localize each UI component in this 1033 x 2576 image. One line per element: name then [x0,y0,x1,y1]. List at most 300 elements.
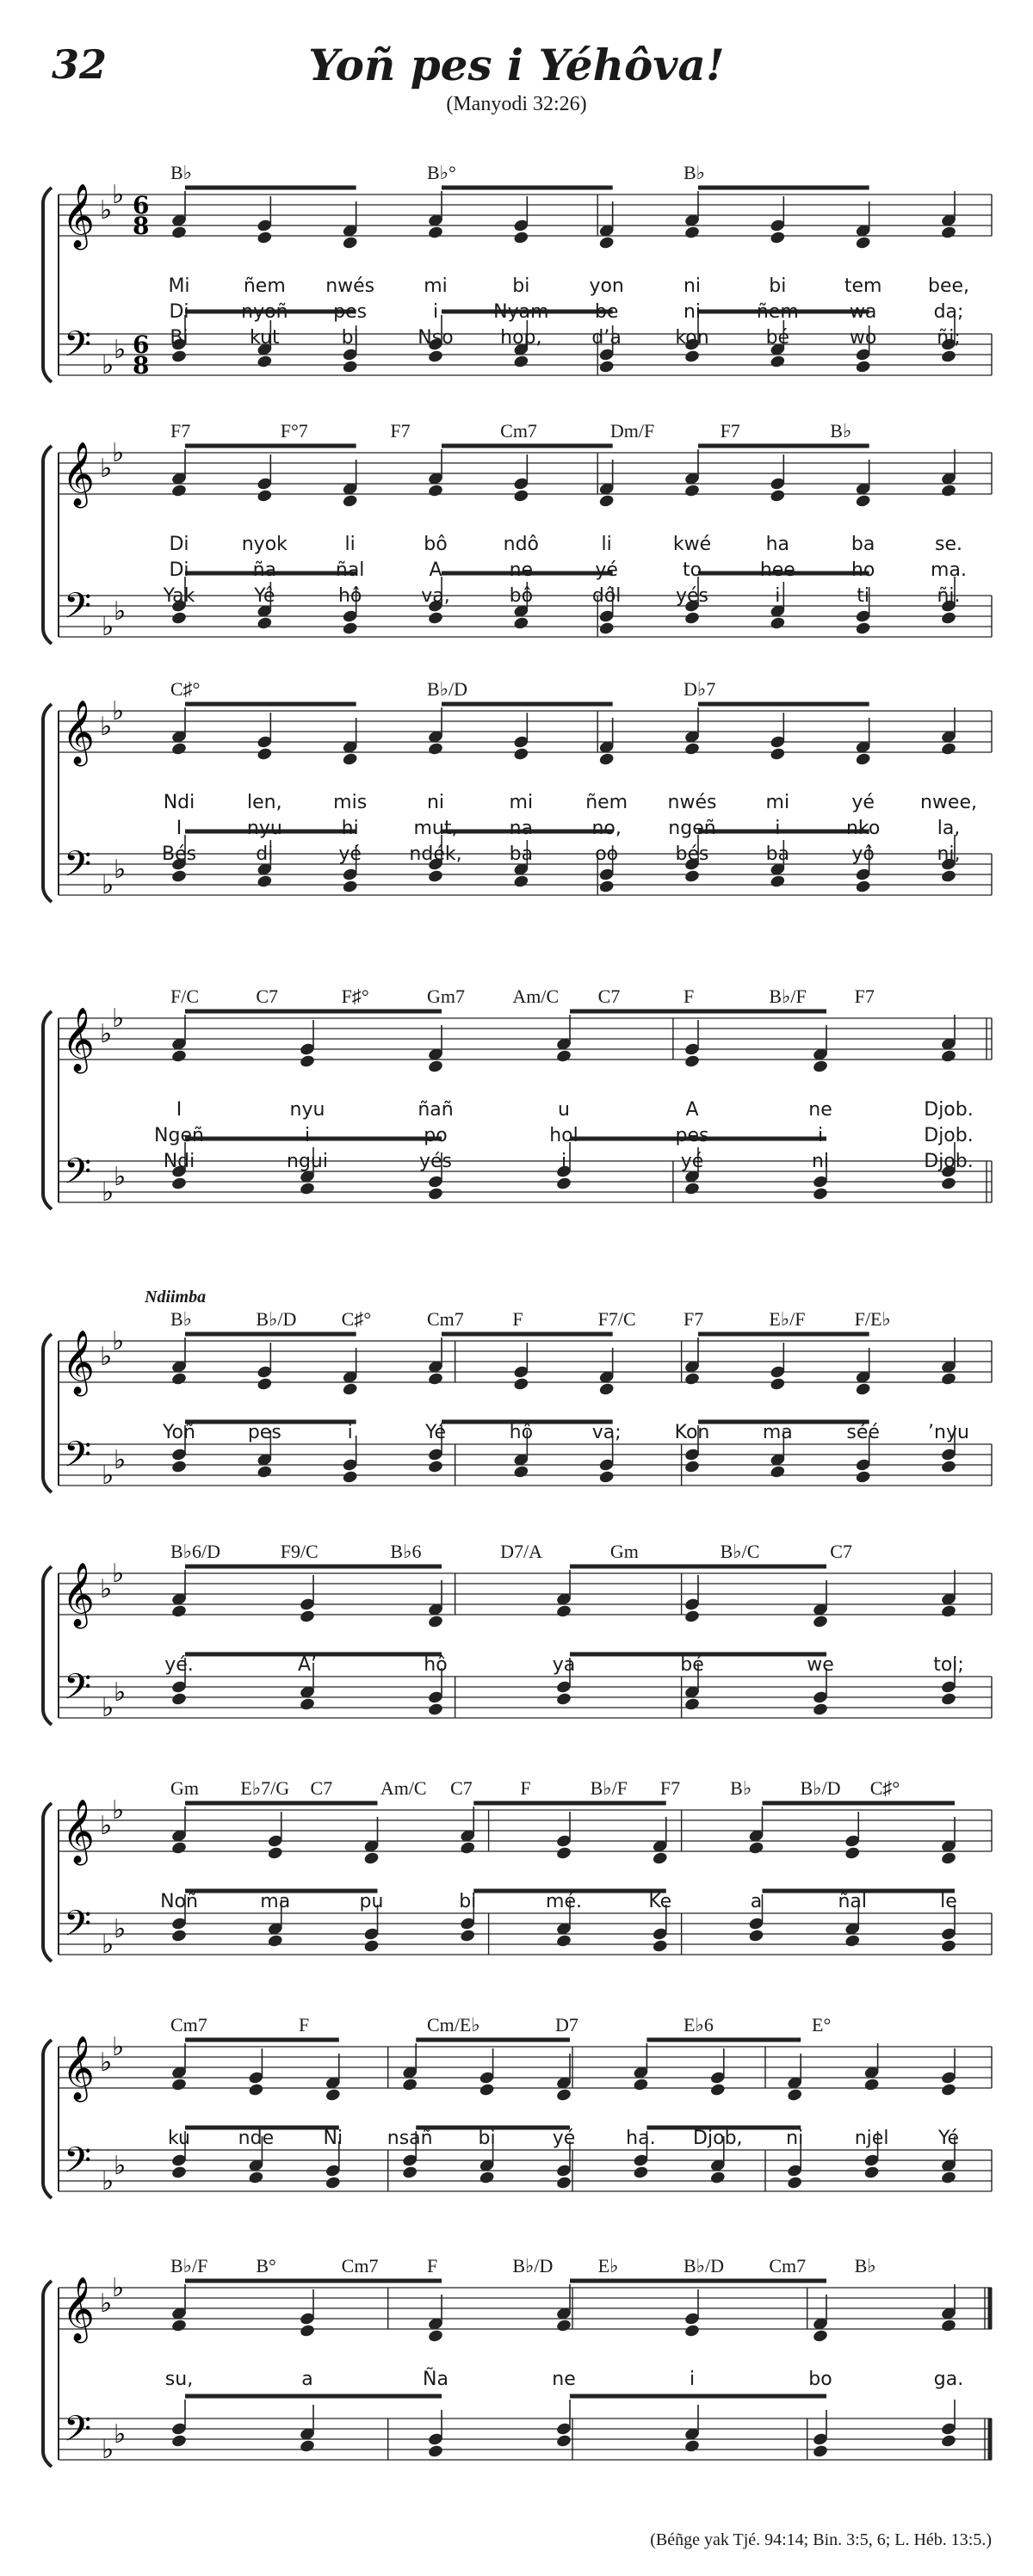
treble-notes [170,1011,956,1073]
chord-symbol: B♭6 [390,1541,422,1562]
lyric-verse-3: ba [509,843,534,865]
lyric-verse-3: hop, [500,327,542,349]
bass-clef-icon: 𝄢 [64,1903,92,1953]
lyric-verse-1: ma [762,1422,793,1443]
note-head [812,2444,828,2459]
lyric-verse-1: ñañ [418,1099,454,1121]
music-system [0,670,1033,954]
lyric-verse-1: pu [359,1891,384,1912]
note-head [940,611,956,626]
note-head [684,484,700,498]
flat-icon: ♭ [102,612,114,642]
lyric-verse-3: Bés [161,843,197,865]
lyric-verse-1: tem [844,275,882,297]
note-head [684,1460,700,1474]
note-head [940,1049,956,1064]
note-head [427,869,443,884]
note-head [940,2171,956,2185]
lyric-verse-1: mi [509,792,534,813]
lyric-verse-3: bés [675,843,709,865]
note-head [940,742,956,757]
flat-icon: ♭ [100,2289,113,2319]
note-head [555,1604,572,1619]
music-system [0,1288,1033,1506]
lyric-verse-2: i [432,301,439,323]
flat-icon: ♭ [114,2419,127,2449]
note-head [460,1929,476,1943]
note-head [770,1465,786,1480]
chord-symbol: C7 [310,1777,333,1799]
lyric-verse-3: va, [421,585,450,607]
note-head [248,2171,264,2185]
system-bracket [43,704,52,902]
lyric-verse-1: Di [169,534,189,555]
lyric-verse-3: Yê [254,585,275,607]
chord-symbol: Dm/F [609,420,655,442]
chord-symbol: B♭/D [427,678,468,700]
note-head [555,2434,572,2449]
note-head [299,1054,315,1069]
chord-symbol: F°7 [280,420,308,442]
chord-symbol: F [684,985,695,1007]
lyric-verse-2: ne [509,559,534,581]
lyric-verse-2: hee [759,559,795,581]
note-head [684,225,700,240]
note-head [555,2176,572,2190]
lyric-verse-2: na [509,818,534,839]
flat-icon: ♭ [114,1677,127,1708]
lyric-verse-1: A [685,1099,699,1121]
chord-symbol: C7 [830,1541,852,1562]
note-head [170,1692,187,1707]
note-head [513,355,529,369]
chord-symbol: B♭ [830,420,852,442]
chord-symbol: F7 [684,1308,704,1330]
note-head [427,1372,443,1387]
note-head [342,1470,358,1485]
tempo-mark: Ndiimba [145,1288,207,1307]
lyric-verse-3: bi [341,327,359,349]
chord-symbol: F7 [170,420,191,442]
note-head [684,1372,700,1387]
lyric-verse-1: séé [846,1422,880,1443]
note-head [479,2083,495,2097]
chord-symbol: Cm7 [769,2255,807,2276]
lyric-verse-1: hô [424,1654,448,1676]
lyric-verse-1: ni [426,792,445,813]
chord-symbol: Cm/E♭ [427,2014,480,2035]
lyric-verse-2: hol [549,1125,578,1146]
lyric-verse-2: ni [683,301,702,323]
note-head [513,1377,529,1392]
lyric-verse-1: Yé [937,2128,960,2149]
note-head [555,1049,572,1064]
lyric-verse-3: kut [250,327,280,349]
chord-symbol: E♭/F [769,1308,806,1330]
chord-symbol: F7 [659,1777,681,1799]
note-head [299,1697,315,1712]
note-head [684,869,700,884]
note-head [684,2439,700,2454]
treble-staff [59,711,992,752]
flat-icon: ♭ [102,1461,114,1491]
note-head [684,349,700,364]
note-head [940,1372,956,1387]
lyric-verse-1: bi [512,275,530,297]
hymn-title: Yoñ pes i Yéhôva! [308,40,725,90]
note-head [325,2088,341,2103]
note-head [812,1702,828,1717]
lyric-verse-2: pes [675,1125,709,1146]
note-head [555,1934,572,1949]
note-head [170,2319,187,2333]
treble-clef-icon: 𝄞 [62,701,95,764]
note-head [170,225,187,240]
note-head [863,2078,880,2092]
note-head [598,621,615,636]
chord-symbol: B♭ [730,1777,752,1799]
music-system [0,1532,1033,1747]
note-head [855,360,871,374]
note-head [855,1470,871,1485]
treble-staff [59,1341,992,1382]
lyric-verse-2: ngeñ [668,818,716,839]
note-head [770,616,786,631]
lyric-verse-3: i [775,585,781,607]
lyric-verse-1: I [176,1099,182,1121]
chord-symbol: F [520,1777,531,1799]
note-head [770,355,786,369]
note-head [812,1187,828,1202]
time-signature-top: 6 [133,330,150,359]
lyric-verse-1: Ni [323,2128,343,2149]
note-head [555,1846,572,1861]
lyric-verse-1: bé [680,1654,704,1676]
chord-symbol: Gm [170,1777,199,1799]
system-bracket [43,446,52,644]
chord-symbol: B♭/F [590,1777,628,1799]
lyric-verse-1: ya [552,1654,576,1676]
lyric-verse-1: yé [851,792,875,813]
chord-symbol: B♭ [684,162,706,183]
lyric-verse-3: di [256,843,274,865]
note-head [427,1615,443,1629]
flat-icon: ♭ [102,350,114,380]
chord-symbol: B♭/D [800,1777,841,1799]
flat-icon: ♭ [100,712,113,742]
flat-icon: ♭ [114,2151,127,2181]
lyric-verse-3: Djob. [924,1151,974,1172]
note-head [555,2088,572,2103]
lyric-verse-2: wa [849,301,877,323]
lyric-verse-2: Di [169,301,189,323]
staff-graphics [0,977,1033,1261]
chord-symbol: E♭6 [684,2014,714,2035]
chord-symbol: E° [812,2014,832,2035]
note-head [427,1059,443,1074]
system-bracket [43,2281,52,2467]
note-head [812,1059,828,1074]
treble-notes [170,1803,956,1865]
lyric-verse-3: yés [675,585,709,607]
lyric-verse-2: nyu [246,818,282,839]
treble-notes [170,704,956,766]
note-head [770,747,786,762]
chord-symbol: B♭/D [684,2255,725,2276]
bass-clef-icon: 𝄢 [64,1151,92,1201]
lyric-verse-1: i [689,2369,696,2390]
lyric-verse-2: ñem [756,301,799,323]
chord-symbol: C7 [597,985,621,1007]
note-head [427,225,443,240]
flat-icon: ♭ [112,438,125,468]
lyric-verse-1: nwee, [920,792,977,813]
scripture-reference: (Manyodi 32:26) [446,93,587,115]
chord-symbol: B♭ [170,162,193,183]
note-head [325,2176,341,2190]
note-head [299,1609,315,1624]
note-head [940,2319,956,2333]
lyric-verse-2: Nyam [493,301,549,323]
lyric-verse-2: hi [341,818,359,839]
bass-staff [59,2150,992,2191]
lyric-verse-2: Ngeñ [154,1125,204,1146]
chord-symbol: E♭ [597,2255,619,2276]
lyric-verse-1: pes [247,1422,281,1443]
treble-staff [59,2047,992,2088]
note-head [170,1460,187,1474]
flat-icon: ♭ [112,2273,125,2303]
chord-symbol: D7/A [500,1541,543,1562]
chord-symbol: F7 [720,420,740,442]
lyric-verse-3: oo [595,843,619,865]
note-head [427,611,443,626]
note-head [299,1182,315,1196]
lyric-verse-1: u [558,1099,570,1121]
treble-staff [59,1018,992,1059]
chord-symbol: F♯° [341,985,369,1007]
lyric-verse-1: kwé [672,534,712,555]
lyric-verse-2: to [682,559,702,581]
treble-notes [170,2040,956,2102]
note-head [363,1939,380,1954]
note-head [427,2329,443,2344]
note-head [460,1841,476,1856]
chord-symbol: Cm7 [170,2014,207,2035]
note-head [170,1372,187,1387]
treble-staff [59,1573,992,1615]
note-head [427,484,443,498]
note-head [257,231,273,245]
chord-symbol: B° [256,2255,276,2276]
lyric-verse-1: Noñ [160,1891,198,1912]
lyric-verse-2: ñal [335,559,365,581]
note-head [855,1382,871,1397]
lyric-verse-1: Yoñ [163,1422,195,1443]
chord-symbol: B♭° [427,162,456,183]
note-head [170,2078,187,2092]
note-head [342,360,358,374]
note-head [170,1177,187,1191]
flat-icon: ♭ [112,1795,125,1825]
note-head [513,489,529,503]
note-head [787,2088,803,2103]
note-head [427,1187,443,1202]
lyric-verse-2: da; [933,301,964,323]
lyric-verse-1: bo [808,2369,832,2390]
lyric-verse-3: kon [675,327,709,349]
note-head [342,1382,358,1397]
chord-symbol: C7 [450,1777,473,1799]
chord-symbol: B♭ [854,2255,876,2276]
note-head [598,1470,615,1485]
note-head [267,1934,283,1949]
note-head [812,1615,828,1629]
flat-icon: ♭ [102,1930,114,1960]
note-head [342,621,358,636]
lyric-verse-3: wo [849,327,877,349]
chord-symbol: F9/C [280,1541,319,1562]
lyric-verse-3: Bi [170,327,189,349]
treble-notes [170,188,956,250]
treble-notes [170,1334,956,1396]
staff-graphics [0,2246,1033,2505]
note-head [513,231,529,245]
lyric-verse-1: Ndi [163,792,195,813]
chord-symbol: Gm7 [427,985,465,1007]
chord-symbol: B♭ [170,1308,193,1330]
note-head [940,1604,956,1619]
note-head [513,616,529,631]
lyric-verse-1: li [601,534,612,555]
note-head [855,494,871,509]
lyric-verse-2: pes [333,301,368,323]
treble-notes [170,446,956,508]
note-head [748,1929,764,1943]
note-head [427,1702,443,1717]
note-head [257,616,273,631]
note-head [844,1846,861,1861]
staff-graphics [0,1769,1033,1984]
note-head [402,2078,418,2092]
note-head [855,880,871,894]
flat-icon: ♭ [112,696,125,726]
note-head [342,752,358,767]
chord-symbol: F/C [170,985,200,1007]
lyric-verse-1: toi; [933,1654,964,1676]
flat-icon: ♭ [100,195,113,225]
lyric-verse-1: ne [808,1099,832,1121]
bass-staff [59,2418,992,2460]
flat-icon: ♭ [112,180,125,210]
lyric-verse-3: ñi; [937,327,961,349]
note-head [170,2434,187,2449]
note-head [267,1846,283,1861]
note-head [299,2324,315,2338]
lyric-verse-1: len, [247,792,282,813]
flat-icon: ♭ [112,1004,125,1034]
system-bracket [43,188,52,382]
flat-icon: ♭ [102,1177,114,1208]
note-head [709,2171,726,2185]
flat-icon: ♭ [112,1559,125,1589]
treble-clef-icon: 𝄞 [62,184,95,248]
lyric-verse-3: i [560,1151,567,1172]
flat-icon: ♭ [102,2435,114,2465]
note-head [940,1177,956,1191]
lyric-verse-3: yés [418,1151,453,1172]
chord-symbol: C♯° [869,1777,900,1799]
lyric-verse-2: ma. [931,559,967,581]
staff-graphics [0,129,1033,413]
lyric-verse-1: hô [509,1422,534,1443]
note-head [342,880,358,894]
note-head [342,236,358,250]
note-head [844,1934,861,1949]
note-head [513,874,529,889]
lyric-verse-1: yé. [164,1654,194,1676]
chord-symbol: B♭/D [512,2255,554,2276]
treble-clef-icon: 𝄞 [62,2036,95,2100]
lyric-verse-1: se. [935,534,962,555]
note-head [598,752,615,767]
chord-symbol: Cm7 [341,2255,379,2276]
lyric-verse-2: yé [595,559,618,581]
lyric-verse-3: dôl [591,585,622,607]
lyric-verse-2: Di [169,559,189,581]
flat-icon: ♭ [112,2032,125,2062]
lyric-verse-1: li [344,534,356,555]
system-bracket [43,2040,52,2198]
bass-staff [59,1444,992,1486]
note-head [940,484,956,498]
lyric-verse-2: be [594,301,619,323]
note-head [684,2324,700,2338]
system-bracket [43,1011,52,1209]
bass-clef-icon: 𝄢 [64,2140,92,2190]
system-bracket [43,1803,52,1961]
lyric-verse-2: i [304,1125,311,1146]
lyric-verse-3: ñi. [937,585,961,607]
note-head [633,2078,649,2092]
note-head [598,360,615,374]
treble-notes [170,2281,956,2343]
music-system [0,411,1033,661]
time-signature-bottom: 8 [133,351,150,380]
treble-clef-icon: 𝄞 [62,1800,95,1863]
chord-symbol: F [427,2255,438,2276]
bass-staff [59,1677,992,1718]
footer-references: (Béñge yak Tjé. 94:14; Bin. 3:5, 6; L. Héb. 13:5.) [650,2530,992,2549]
lyric-verse-1: bi [459,1891,477,1912]
lyric-verse-1: Ña [423,2369,448,2390]
lyric-verse-1: nwés [325,275,375,297]
note-head [257,874,273,889]
note-head [684,1182,700,1196]
note-head [812,2329,828,2344]
treble-clef-icon: 𝄞 [62,442,95,506]
note-head [299,2439,315,2454]
flat-icon: ♭ [114,1162,127,1192]
note-head [633,2165,649,2180]
lyric-verse-1: bi [478,2128,496,2149]
lyric-verse-1: i [347,1422,353,1443]
lyric-verse-3: hô [337,585,362,607]
note-head [863,2165,880,2180]
chord-symbol: D7 [555,2014,578,2035]
chord-symbol: Cm7 [500,420,537,442]
note-head [598,494,615,509]
